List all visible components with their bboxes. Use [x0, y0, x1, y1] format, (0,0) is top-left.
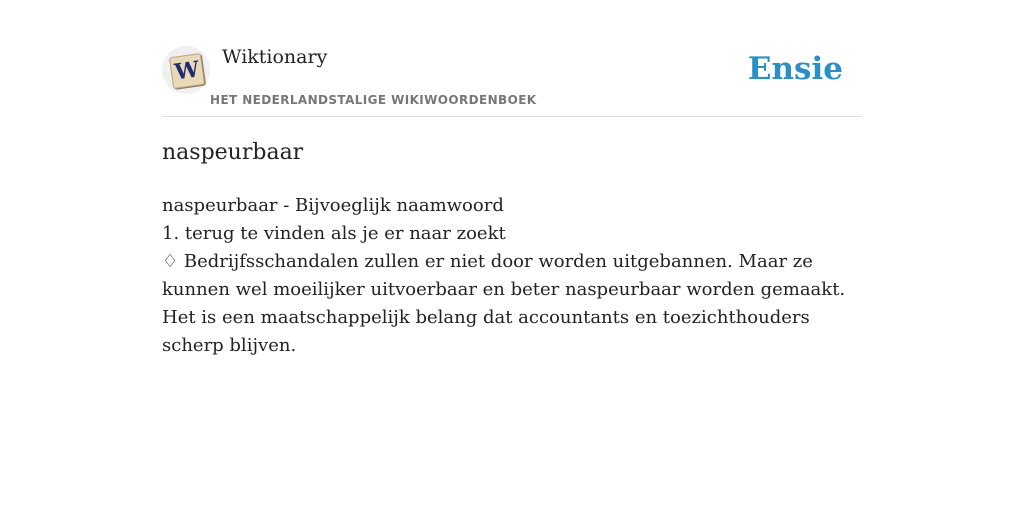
definition-header: naspeurbaar - Bijvoeglijk naamwoord: [162, 195, 504, 216]
usage-example: ♢ Bedrijfsschandalen zullen er niet door worden uitgebannen. Maar ze kunnen wel moeilijker uitvoerbaar en beter naspeurbaar worden gemaakt. Het is een maatschappelijk belang dat accountants en toezichthouders scherp blijven.: [162, 251, 846, 356]
page-title: naspeurbaar: [162, 140, 304, 165]
wiktionary-tile-icon: [169, 53, 205, 89]
site-tagline: HET NEDERLANDSTALIGE WIKIWOORDENBOEK: [210, 93, 537, 107]
site-name[interactable]: Wiktionary: [222, 46, 328, 68]
logo-letter: W: [172, 56, 202, 86]
entry-content: [162, 192, 862, 360]
site-header: [162, 0, 862, 117]
wiktionary-logo[interactable]: [162, 46, 210, 94]
ensie-brand-link[interactable]: Ensie: [747, 51, 843, 87]
page-container: [162, 0, 862, 356]
sense-1: 1. terug te vinden als je er naar zoekt: [162, 223, 506, 244]
